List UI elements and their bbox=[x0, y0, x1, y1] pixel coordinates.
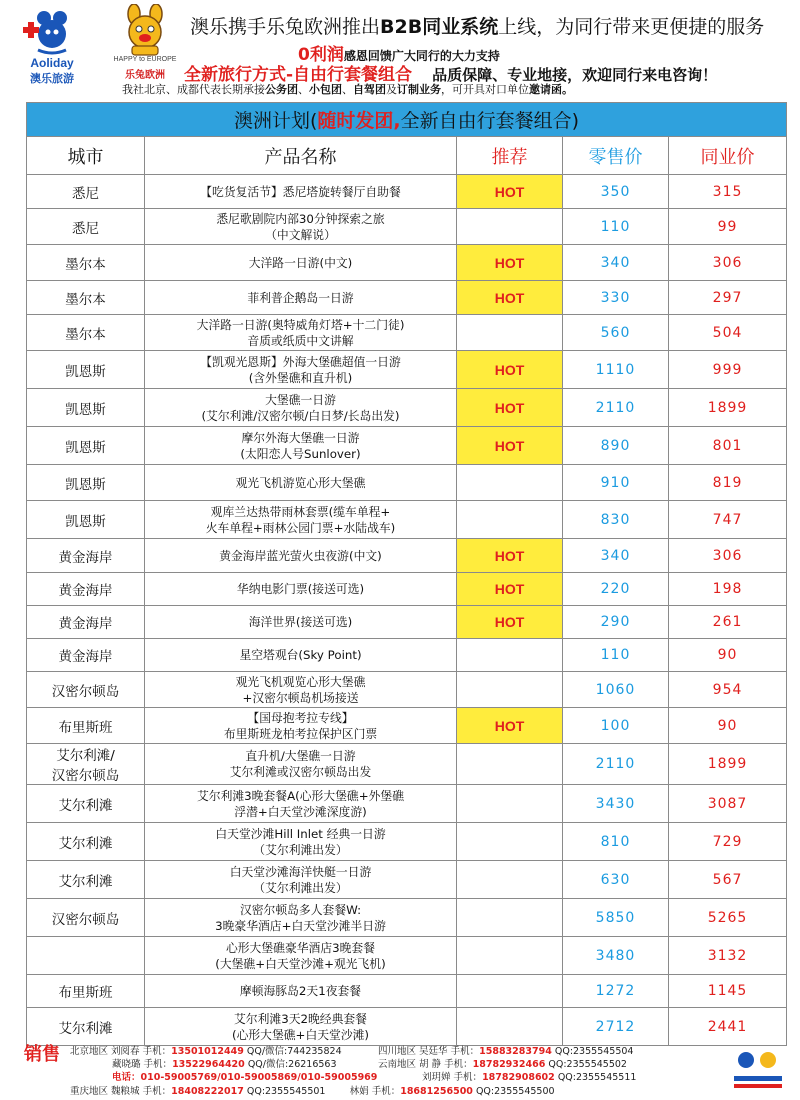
cell-product bbox=[145, 573, 457, 606]
cell-product bbox=[145, 744, 457, 785]
region: 四川地区 bbox=[378, 1046, 417, 1057]
qq: QQ:2355545502 bbox=[548, 1059, 627, 1070]
headline-b2b: B2B同业系统 bbox=[380, 16, 499, 38]
product-line: 音质或纸质中文讲解 bbox=[247, 333, 354, 348]
contact-name: 刘阅春 bbox=[111, 1046, 140, 1057]
cell-recommend: HOT bbox=[457, 175, 563, 209]
city-text: 黄金海岸 bbox=[58, 616, 113, 632]
table-row bbox=[27, 209, 787, 245]
table-row bbox=[27, 708, 787, 744]
cell-retail-price: 330 bbox=[563, 281, 669, 315]
table-row bbox=[27, 501, 787, 539]
cell-trade-price: 1899 bbox=[669, 744, 787, 785]
cell-city bbox=[27, 209, 145, 245]
product-line: 艾尔利滩3晚套餐A(心形大堡礁+外堡礁 bbox=[196, 788, 405, 803]
aoliday-logo bbox=[14, 8, 90, 85]
cell-city bbox=[27, 389, 145, 427]
cell-recommend bbox=[457, 501, 563, 539]
sc-contact bbox=[378, 1043, 633, 1057]
cell-recommend bbox=[457, 209, 563, 245]
product-line: 白天堂沙滩海洋快艇一日游 bbox=[229, 864, 372, 879]
page-header bbox=[0, 0, 800, 102]
table-row bbox=[27, 606, 787, 639]
phone[interactable]: 18408222017 bbox=[171, 1086, 244, 1097]
sale-label: 销售 bbox=[24, 1044, 60, 1065]
cell-recommend bbox=[457, 672, 563, 708]
product-line: (心形大堡礁+白天堂沙滩) bbox=[231, 1027, 370, 1042]
cell-product bbox=[145, 606, 457, 639]
cell-retail-price: 110 bbox=[563, 639, 669, 672]
cell-trade-price: 261 bbox=[669, 606, 787, 639]
table-row bbox=[27, 937, 787, 975]
cell-city bbox=[27, 861, 145, 899]
phone[interactable]: 13522964420 bbox=[172, 1059, 245, 1070]
city-text: 黄金海岸 bbox=[58, 549, 113, 566]
product-line: 观光飞机观览心形大堡礁 bbox=[235, 674, 366, 689]
product-line: 火车单程+雨林公园门票+水陆战车) bbox=[205, 520, 396, 535]
cell-product bbox=[145, 708, 457, 744]
headline-part: 上线，为同行带来更便捷的服务 bbox=[498, 16, 765, 38]
cell-product bbox=[145, 861, 457, 899]
product-line: 艾尔利滩或汉密尔顿岛出发 bbox=[229, 765, 372, 779]
city-text: 凯恩斯 bbox=[65, 363, 106, 380]
city-text: 悉尼 bbox=[72, 220, 99, 237]
service-official: 公务团 bbox=[265, 83, 298, 96]
table-row bbox=[27, 823, 787, 861]
contact-name: 魏粮城 bbox=[111, 1086, 140, 1097]
city-text: 墨尔本 bbox=[65, 256, 106, 273]
cell-recommend bbox=[457, 861, 563, 899]
col-city: 城市 bbox=[27, 137, 145, 175]
cell-recommend: HOT bbox=[457, 708, 563, 744]
cell-recommend bbox=[457, 899, 563, 937]
city-text: 艾尔利滩 bbox=[58, 835, 113, 852]
table-row bbox=[27, 975, 787, 1008]
cell-retail-price: 100 bbox=[563, 708, 669, 744]
table-row bbox=[27, 389, 787, 427]
product-line: 星空塔观台(Sky Point) bbox=[239, 648, 362, 662]
kangaroo-icon bbox=[14, 8, 90, 56]
table-row bbox=[27, 245, 787, 281]
qq: QQ/微信:26216563 bbox=[247, 1059, 337, 1070]
cell-trade-price: 315 bbox=[669, 175, 787, 209]
cell-retail-price: 560 bbox=[563, 315, 669, 351]
cell-product bbox=[145, 427, 457, 465]
cell-trade-price: 90 bbox=[669, 708, 787, 744]
cell-retail-price: 220 bbox=[563, 573, 669, 606]
product-line: +汉密尔顿岛机场接送 bbox=[242, 690, 359, 705]
product-line: 摩尔外海大堡礁一日游 bbox=[241, 430, 360, 445]
cell-trade-price: 567 bbox=[669, 861, 787, 899]
service-sep: 、 bbox=[298, 83, 309, 96]
product-line: 直升机/大堡礁一日游 bbox=[245, 749, 356, 763]
mobile-label: 手机： bbox=[143, 1059, 173, 1070]
table-banner bbox=[27, 103, 787, 137]
service-text: ，可开具对口单位 bbox=[441, 83, 529, 96]
cell-retail-price: 810 bbox=[563, 823, 669, 861]
cell-retail-price: 3430 bbox=[563, 785, 669, 823]
cell-retail-price: 910 bbox=[563, 465, 669, 501]
product-line: 观库兰达热带雨林套票(缆车单程+ bbox=[210, 504, 391, 519]
cell-product bbox=[145, 281, 457, 315]
qq: QQ:2355545504 bbox=[554, 1046, 634, 1057]
product-line: 黄金海岸蓝光萤火虫夜游(中文) bbox=[219, 548, 382, 563]
cell-product bbox=[145, 351, 457, 389]
cell-retail-price: 2712 bbox=[563, 1008, 669, 1046]
cell-retail-price: 830 bbox=[563, 501, 669, 539]
product-line: （艾尔利滩出发） bbox=[253, 880, 348, 895]
city-text: 凯恩斯 bbox=[65, 439, 106, 456]
cell-product bbox=[145, 672, 457, 708]
cell-city bbox=[27, 315, 145, 351]
cell-city bbox=[27, 281, 145, 315]
service-line bbox=[122, 81, 573, 97]
service-invitation: 邀请函。 bbox=[529, 83, 573, 96]
banner-subtitle: 全新自由行套餐组合) bbox=[400, 110, 580, 132]
product-line: 【凯观光恩斯】外海大堡礁超值一日游 bbox=[200, 354, 401, 369]
service-text: 我社北京、成都代表长期承接 bbox=[122, 83, 265, 96]
mobile-label: 手机： bbox=[371, 1086, 401, 1097]
city-text: 凯恩斯 bbox=[65, 513, 106, 530]
cell-city bbox=[27, 899, 145, 937]
cell-product bbox=[145, 785, 457, 823]
mobile-label: 手机： bbox=[142, 1086, 172, 1097]
table-row bbox=[27, 573, 787, 606]
bj-contact-1 bbox=[70, 1043, 342, 1057]
cell-city bbox=[27, 573, 145, 606]
cell-trade-price: 1145 bbox=[669, 975, 787, 1008]
table-row bbox=[27, 899, 787, 937]
cell-recommend: HOT bbox=[457, 573, 563, 606]
cell-recommend bbox=[457, 315, 563, 351]
cell-city bbox=[27, 823, 145, 861]
quality-slogan: 品质保障、专业地接，欢迎同行来电咨询！ bbox=[432, 66, 718, 84]
cell-trade-price: 504 bbox=[669, 315, 787, 351]
product-line: 汉密尔顿岛多人套餐W: bbox=[239, 902, 362, 917]
table-row bbox=[27, 351, 787, 389]
product-line: (含外堡礁和直升机) bbox=[248, 370, 353, 385]
phone[interactable]: 18782932466 bbox=[472, 1059, 546, 1070]
table-row bbox=[27, 427, 787, 465]
cell-city bbox=[27, 708, 145, 744]
cell-trade-price: 999 bbox=[669, 351, 787, 389]
cell-product bbox=[145, 209, 457, 245]
product-line: 大洋路一日游(中文) bbox=[248, 255, 353, 270]
headline-part: 澳乐携手乐兔欧洲推出 bbox=[190, 16, 381, 38]
product-line: 3晚豪华酒店+白天堂沙滩半日游 bbox=[215, 918, 386, 933]
cell-recommend bbox=[457, 465, 563, 501]
bj-tel bbox=[112, 1069, 377, 1083]
phone[interactable]: 13501012449 bbox=[171, 1046, 244, 1057]
cell-city bbox=[27, 785, 145, 823]
cell-recommend bbox=[457, 823, 563, 861]
cell-trade-price: 90 bbox=[669, 639, 787, 672]
cell-recommend: HOT bbox=[457, 281, 563, 315]
product-line: 【国母抱考拉专线】 bbox=[247, 710, 354, 725]
cell-trade-price: 99 bbox=[669, 209, 787, 245]
cell-retail-price: 1060 bbox=[563, 672, 669, 708]
headline bbox=[190, 12, 790, 39]
qq: QQ:2355545511 bbox=[557, 1072, 637, 1083]
city-text: 汉密尔顿岛 bbox=[51, 768, 120, 784]
product-line: (太阳恋人号Sunlover) bbox=[240, 446, 361, 461]
service-small-group: 小包团 bbox=[309, 83, 342, 96]
product-line: 观光飞机游览心形大堡礁 bbox=[235, 475, 366, 490]
phone[interactable]: 18782908602 bbox=[482, 1072, 555, 1083]
table-row bbox=[27, 315, 787, 351]
city-text: 布里斯班 bbox=[58, 719, 113, 736]
product-line: 白天堂沙滩Hill Inlet 经典一日游 bbox=[215, 826, 386, 841]
cell-retail-price: 630 bbox=[563, 861, 669, 899]
cell-recommend bbox=[457, 975, 563, 1008]
city-text: 悉尼 bbox=[72, 185, 99, 202]
cell-product bbox=[145, 175, 457, 209]
cell-retail-price: 110 bbox=[563, 209, 669, 245]
cell-city bbox=[27, 351, 145, 389]
col-product: 产品名称 bbox=[145, 137, 457, 175]
cell-recommend: HOT bbox=[457, 389, 563, 427]
cell-product bbox=[145, 389, 457, 427]
mini-logo-icon bbox=[728, 1046, 788, 1094]
city-text: 墨尔本 bbox=[65, 326, 106, 343]
happy-europe-logo bbox=[108, 4, 182, 84]
service-sep: 、 bbox=[342, 83, 353, 96]
cell-city bbox=[27, 245, 145, 281]
mobile-label: 手机： bbox=[142, 1046, 172, 1057]
brand-cn: 澳乐旅游 bbox=[30, 72, 74, 85]
city-text: 艾尔利滩 bbox=[58, 797, 113, 814]
thanks-text: 感恩回馈广大同行的大力支持 bbox=[343, 49, 500, 63]
table-row bbox=[27, 785, 787, 823]
city-text: 黄金海岸 bbox=[58, 649, 113, 665]
phone[interactable]: 15883283794 bbox=[479, 1046, 552, 1057]
cell-product bbox=[145, 465, 457, 501]
table-row bbox=[27, 465, 787, 501]
qq: QQ/微信:744235824 bbox=[246, 1046, 342, 1057]
city-text: 艾尔利滩 bbox=[58, 1020, 113, 1037]
cell-city bbox=[27, 672, 145, 708]
mobile-label: 手机： bbox=[444, 1059, 473, 1070]
table-row bbox=[27, 639, 787, 672]
cell-product bbox=[145, 937, 457, 975]
service-text: 及 bbox=[386, 83, 397, 96]
region: 重庆地区 bbox=[70, 1086, 109, 1097]
cell-city bbox=[27, 937, 145, 975]
product-line: 浮潜+白天堂沙滩深度游) bbox=[234, 804, 367, 819]
product-line: 悉尼歌剧院内部30分钟探索之旅 bbox=[216, 211, 385, 226]
cell-trade-price: 747 bbox=[669, 501, 787, 539]
table-row bbox=[27, 539, 787, 573]
cell-recommend bbox=[457, 937, 563, 975]
cell-trade-price: 2441 bbox=[669, 1008, 787, 1046]
product-line: 华纳电影门票(接送可选) bbox=[236, 582, 365, 596]
contact-name: 吴廷华 bbox=[419, 1046, 448, 1057]
col-recommend: 推荐 bbox=[457, 137, 563, 175]
qq: QQ:2355545501 bbox=[246, 1086, 326, 1097]
contact-name: 胡 静 bbox=[419, 1059, 442, 1070]
contact-name: 刘玥婵 bbox=[422, 1072, 451, 1083]
cell-city bbox=[27, 975, 145, 1008]
cell-product bbox=[145, 539, 457, 573]
cell-recommend: HOT bbox=[457, 427, 563, 465]
cell-retail-price: 290 bbox=[563, 606, 669, 639]
product-line: 布里斯班龙柏考拉保护区门票 bbox=[223, 726, 378, 741]
qq: QQ:2355545500 bbox=[475, 1086, 555, 1097]
cell-retail-price: 340 bbox=[563, 245, 669, 281]
product-line: 摩顿海豚岛2天1夜套餐 bbox=[239, 984, 362, 998]
cell-retail-price: 1110 bbox=[563, 351, 669, 389]
mobile-label: 手机： bbox=[450, 1046, 480, 1057]
product-line: 艾尔利滩3天2晚经典套餐 bbox=[234, 1011, 367, 1026]
table-row bbox=[27, 281, 787, 315]
cell-product bbox=[145, 245, 457, 281]
cell-city bbox=[27, 744, 145, 785]
banner-highlight: 随时发团, bbox=[317, 110, 401, 132]
table-row bbox=[27, 672, 787, 708]
city-text: 汉密尔顿岛 bbox=[51, 911, 120, 928]
product-line: 心形大堡礁豪华酒店3晚套餐 bbox=[225, 940, 376, 955]
mobile-label: 手机： bbox=[453, 1072, 483, 1083]
cell-city bbox=[27, 175, 145, 209]
cell-product bbox=[145, 315, 457, 351]
cell-city bbox=[27, 465, 145, 501]
city-text: 艾尔利滩/ bbox=[56, 748, 115, 764]
product-line: 菲利普企鹅岛一日游 bbox=[247, 290, 354, 305]
city-text: 汉密尔顿岛 bbox=[51, 683, 120, 700]
city-text: 艾尔利滩 bbox=[58, 873, 113, 890]
column-header-row bbox=[27, 137, 787, 175]
cell-product bbox=[145, 975, 457, 1008]
product-line: （艾尔利滩出发） bbox=[253, 842, 348, 857]
cell-recommend: HOT bbox=[457, 539, 563, 573]
banner-title: 澳洲计划( bbox=[233, 110, 318, 132]
phone[interactable]: 18681256500 bbox=[400, 1086, 473, 1097]
cell-retail-price: 340 bbox=[563, 539, 669, 573]
new-travel-mode: 全新旅行方式-自由行套餐组合 bbox=[184, 65, 413, 85]
cell-retail-price: 1272 bbox=[563, 975, 669, 1008]
yn-contact-2 bbox=[422, 1069, 636, 1083]
region: 北京地区 bbox=[70, 1046, 109, 1057]
rabbit-mascot-icon bbox=[108, 4, 182, 56]
cell-retail-price: 2110 bbox=[563, 389, 669, 427]
cq-contacts bbox=[70, 1083, 555, 1097]
cell-retail-price: 5850 bbox=[563, 899, 669, 937]
product-line: 海洋世界(接送可选) bbox=[248, 615, 353, 629]
cell-trade-price: 1899 bbox=[669, 389, 787, 427]
cell-product bbox=[145, 639, 457, 672]
cell-recommend bbox=[457, 785, 563, 823]
partner-en: HAPPY to EUROPE bbox=[113, 56, 177, 63]
table-row bbox=[27, 175, 787, 209]
partner-cn: 乐兔欧洲 bbox=[125, 70, 165, 81]
product-line: (大堡礁+白天堂沙滩+观光飞机) bbox=[215, 956, 386, 971]
product-line: (艾尔利滩/汉密尔顿/白日梦/长岛出发) bbox=[201, 408, 400, 423]
bj-contact-2 bbox=[112, 1056, 337, 1070]
cell-trade-price: 729 bbox=[669, 823, 787, 861]
cell-trade-price: 801 bbox=[669, 427, 787, 465]
cell-trade-price: 297 bbox=[669, 281, 787, 315]
product-line: 大洋路一日游(奥特威角灯塔+十二门徒) bbox=[196, 317, 405, 332]
cell-recommend: HOT bbox=[457, 606, 563, 639]
brand-en: Aoliday bbox=[30, 56, 74, 70]
cell-trade-price: 5265 bbox=[669, 899, 787, 937]
table-row bbox=[27, 744, 787, 785]
cell-city bbox=[27, 501, 145, 539]
region: 云南地区 bbox=[378, 1059, 417, 1070]
cell-retail-price: 2110 bbox=[563, 744, 669, 785]
banner-cell bbox=[27, 103, 787, 137]
cell-trade-price: 306 bbox=[669, 245, 787, 281]
cell-retail-price: 350 bbox=[563, 175, 669, 209]
col-retail: 零售价 bbox=[563, 137, 669, 175]
yn-contact-1 bbox=[378, 1056, 627, 1070]
service-self-drive: 自驾团 bbox=[353, 83, 386, 96]
cell-city bbox=[27, 639, 145, 672]
cell-recommend: HOT bbox=[457, 245, 563, 281]
product-line: 【吃货复活节】悉尼塔旋转餐厅自助餐 bbox=[200, 184, 401, 199]
cell-recommend bbox=[457, 639, 563, 672]
cell-product bbox=[145, 823, 457, 861]
cell-trade-price: 819 bbox=[669, 465, 787, 501]
zero-profit: 0利润 bbox=[298, 45, 344, 65]
cell-trade-price: 3087 bbox=[669, 785, 787, 823]
city-text: 墨尔本 bbox=[65, 291, 106, 308]
cell-trade-price: 954 bbox=[669, 672, 787, 708]
cell-city bbox=[27, 606, 145, 639]
cell-product bbox=[145, 899, 457, 937]
price-table bbox=[26, 102, 787, 1046]
city-text: 布里斯班 bbox=[58, 985, 113, 1001]
contact-name: 藏晓璐 bbox=[112, 1059, 141, 1070]
cell-recommend bbox=[457, 744, 563, 785]
cell-trade-price: 306 bbox=[669, 539, 787, 573]
service-custom: 订制业务 bbox=[397, 83, 441, 96]
city-text: 黄金海岸 bbox=[58, 583, 113, 599]
cell-product bbox=[145, 501, 457, 539]
cell-trade-price: 198 bbox=[669, 573, 787, 606]
cell-city bbox=[27, 427, 145, 465]
city-text: 凯恩斯 bbox=[65, 476, 106, 493]
cell-retail-price: 3480 bbox=[563, 937, 669, 975]
cell-trade-price: 3132 bbox=[669, 937, 787, 975]
contact-name: 林娟 bbox=[349, 1086, 369, 1097]
contact-footer bbox=[0, 1040, 800, 1100]
product-line: （中文解说） bbox=[265, 227, 336, 242]
cell-city bbox=[27, 539, 145, 573]
table-row bbox=[27, 861, 787, 899]
cell-recommend: HOT bbox=[457, 351, 563, 389]
cell-retail-price: 890 bbox=[563, 427, 669, 465]
city-text: 凯恩斯 bbox=[65, 401, 106, 418]
col-trade: 同业价 bbox=[669, 137, 787, 175]
product-line: 大堡礁一日游 bbox=[265, 392, 336, 407]
office-tel[interactable]: 电话：010-59005769/010-59005869/010-59005969 bbox=[112, 1072, 378, 1083]
